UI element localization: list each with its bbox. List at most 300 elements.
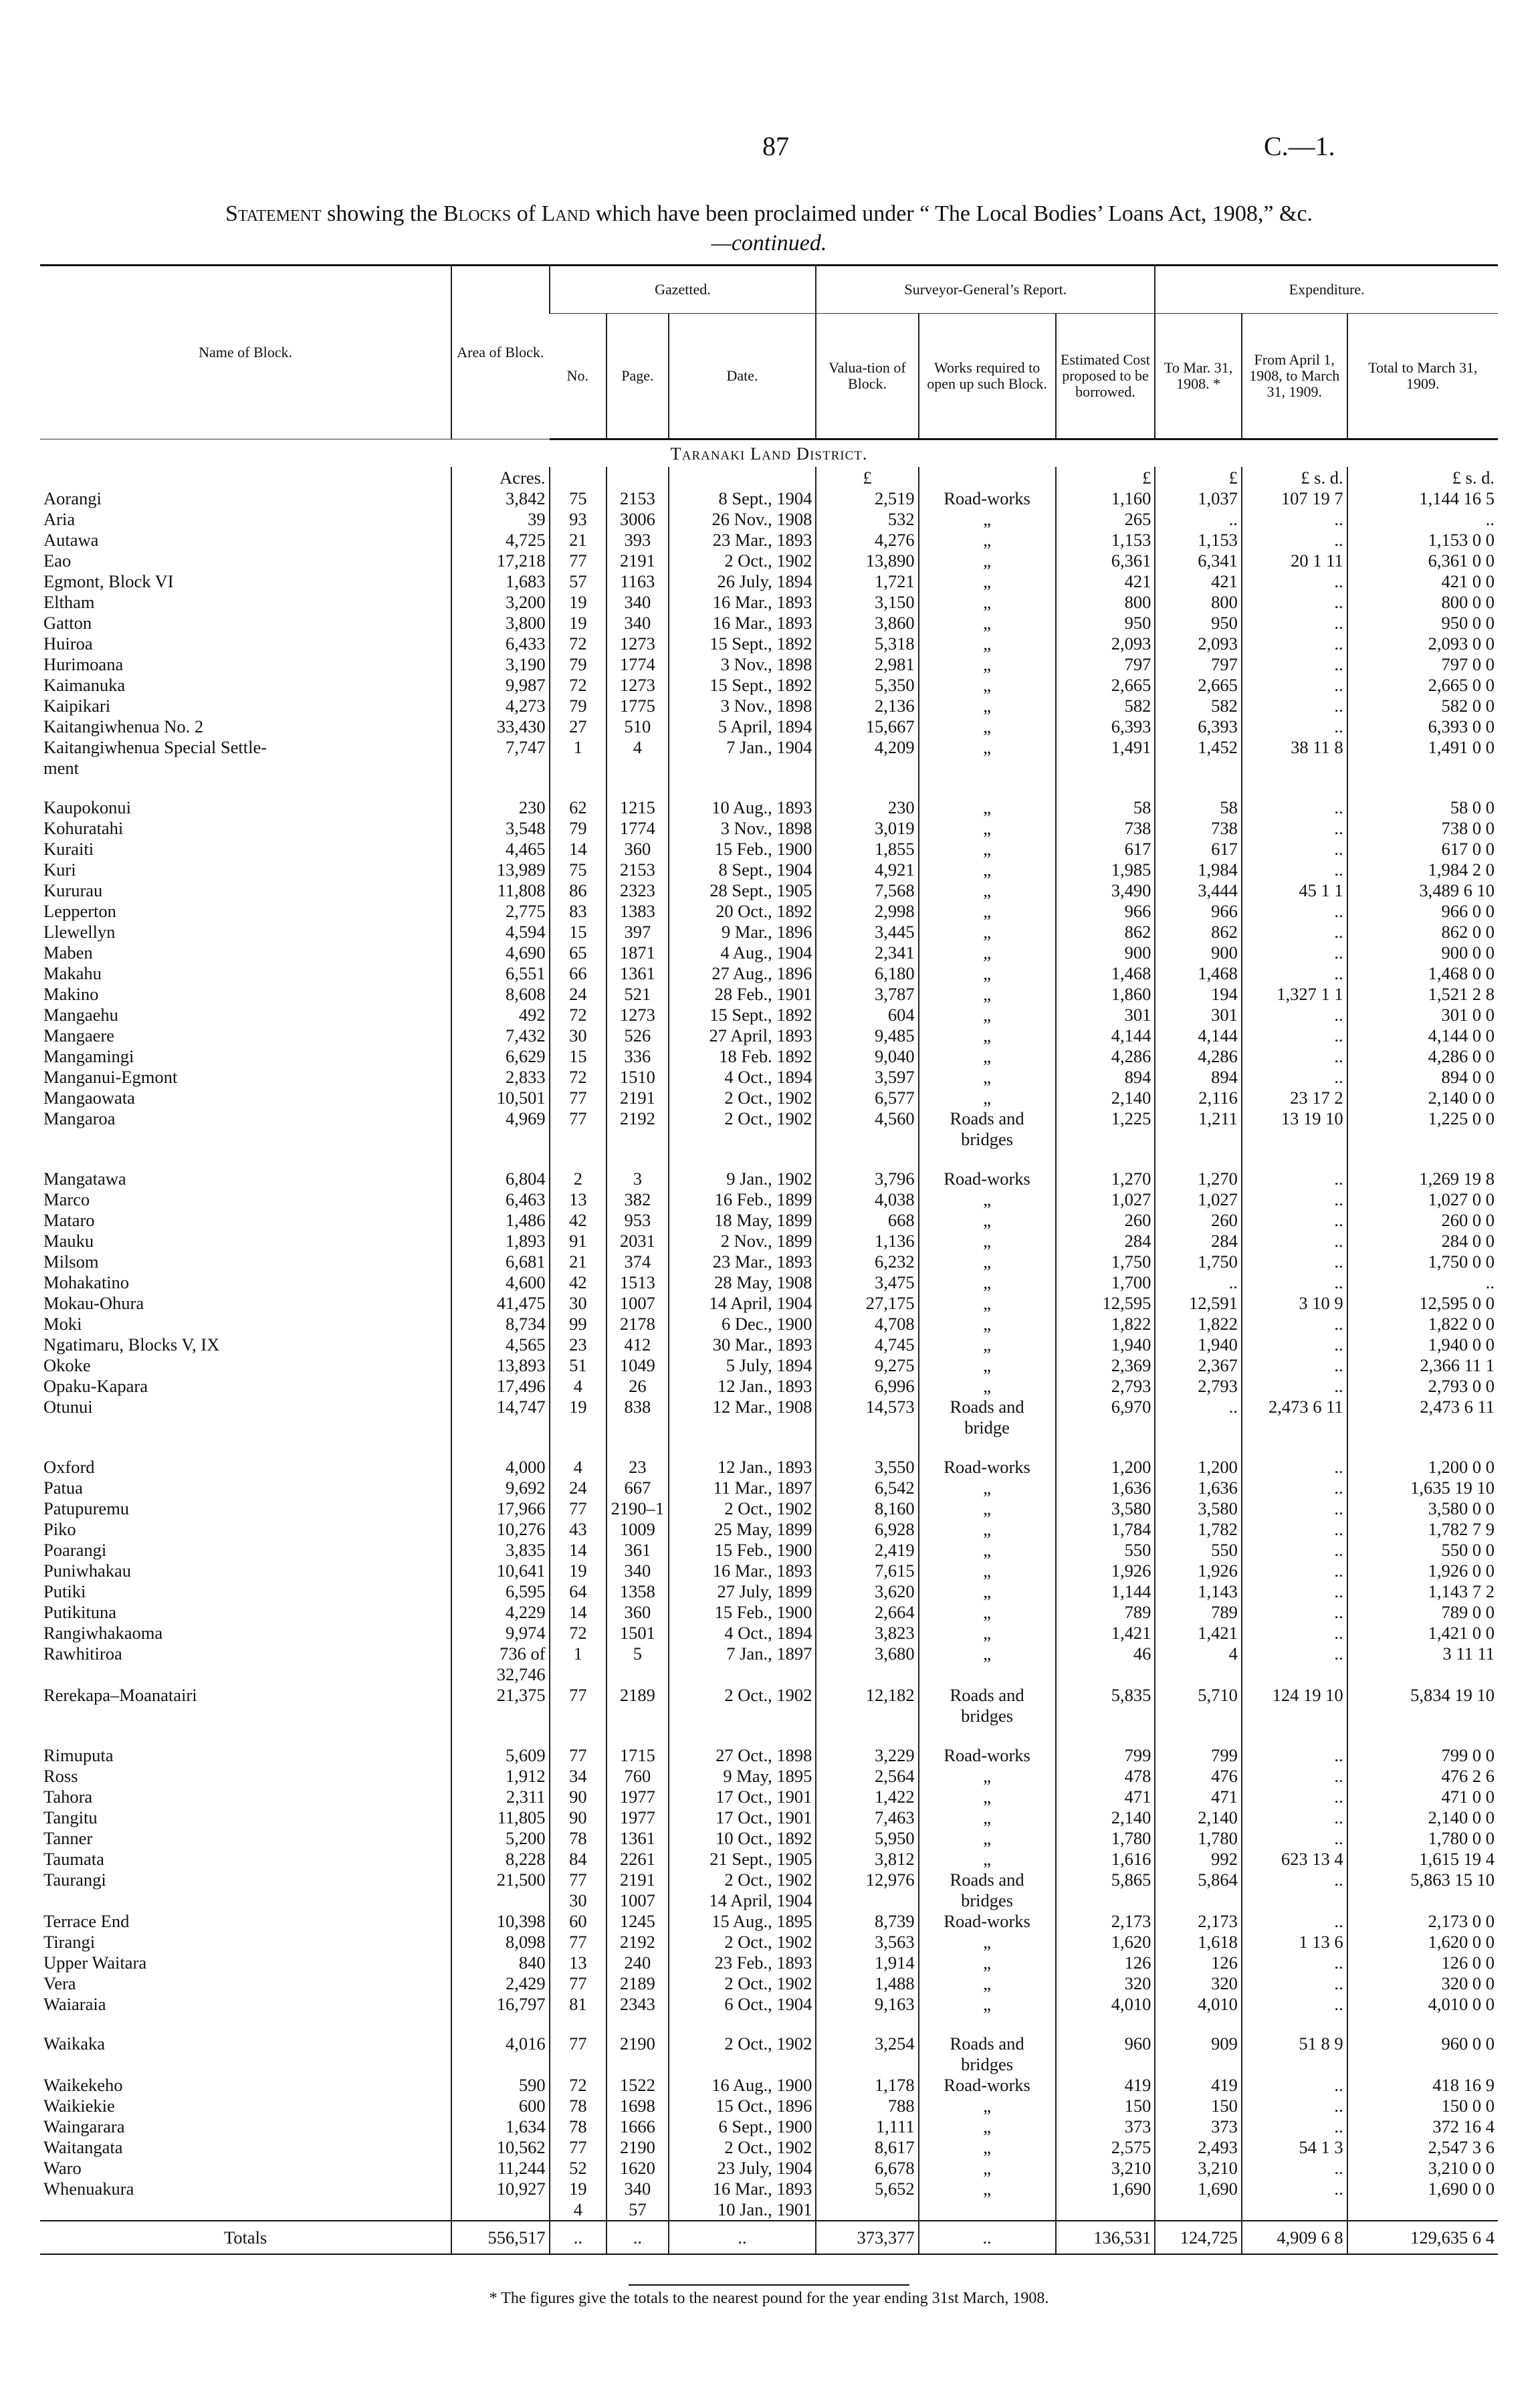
header-estimated: Estimated Cost proposed to be borrowed. bbox=[1056, 314, 1156, 439]
expenditure-to-mar: 582 bbox=[1155, 696, 1242, 716]
block-name: Waitangata bbox=[43, 2137, 123, 2157]
gazette-date: 8 Sept., 1904 bbox=[669, 488, 816, 509]
expenditure-from-apr: .. bbox=[1242, 1478, 1347, 1498]
valuation: 4,276 bbox=[816, 530, 918, 551]
block-name: Tangitu bbox=[43, 1807, 98, 1827]
table-row bbox=[40, 1540, 1498, 1561]
expenditure-from-apr: .. bbox=[1242, 1807, 1347, 1828]
table-row bbox=[40, 2158, 1498, 2179]
expenditure-from-apr: .. bbox=[1242, 1994, 1347, 2015]
works-required: „ bbox=[919, 1252, 1056, 1272]
expenditure-from-apr: .. bbox=[1242, 818, 1347, 839]
gazette-no: 19 bbox=[550, 592, 607, 613]
estimated-cost: 6,393 bbox=[1056, 716, 1156, 737]
works-required: Road-works bbox=[919, 1457, 1056, 1478]
block-area: 33,430 bbox=[451, 716, 549, 737]
valuation: 6,232 bbox=[816, 1252, 918, 1272]
block-name: Lepperton bbox=[43, 901, 116, 921]
block-name: Mangaroa bbox=[43, 1108, 116, 1128]
block-name: Mangatawa bbox=[43, 1169, 126, 1189]
expenditure-to-mar: 2,116 bbox=[1155, 1088, 1242, 1108]
estimated-cost: 1,784 bbox=[1056, 1519, 1156, 1540]
expenditure-from-apr: .. bbox=[1242, 1231, 1347, 1252]
gazette-page: 1358 bbox=[607, 1581, 668, 1602]
expenditure-to-mar: 58 bbox=[1155, 797, 1242, 818]
gazette-page: 2031 bbox=[607, 1231, 668, 1252]
expenditure-total: 1,153 0 0 bbox=[1347, 530, 1498, 551]
expenditure-total: 2,140 0 0 bbox=[1347, 1088, 1498, 1108]
valuation: 1,136 bbox=[816, 1231, 918, 1252]
gazette-no: 77 bbox=[550, 1498, 607, 1519]
valuation: 15,667 bbox=[816, 716, 918, 737]
gazette-page: 838 bbox=[607, 1397, 668, 1438]
works-required: Road-works bbox=[919, 1169, 1056, 1189]
gazette-page: 1009 bbox=[607, 1519, 668, 1540]
gazette-page: 1501 bbox=[607, 1623, 668, 1643]
table-row bbox=[40, 1189, 1498, 1210]
table-row bbox=[40, 2179, 1498, 2221]
row-spacer bbox=[40, 2015, 1498, 2033]
table-row bbox=[40, 1334, 1498, 1355]
block-area: 4,229 bbox=[451, 1602, 549, 1623]
gazette-page: 1620 bbox=[607, 2158, 668, 2179]
works-required: Road-works bbox=[919, 1745, 1056, 1766]
works-required: „ bbox=[919, 592, 1056, 613]
gazette-no: 99 bbox=[550, 1314, 607, 1334]
gazette-no: 42 bbox=[550, 1272, 607, 1293]
gazette-page: 2153 bbox=[607, 488, 668, 509]
expenditure-total: 797 0 0 bbox=[1347, 654, 1498, 675]
table-row bbox=[40, 1745, 1498, 1766]
expenditure-to-mar: 4,010 bbox=[1155, 1994, 1242, 2015]
expenditure-to-mar: 3,210 bbox=[1155, 2158, 1242, 2179]
expenditure-total: 476 2 6 bbox=[1347, 1766, 1498, 1787]
expenditure-to-mar: 789 bbox=[1155, 1602, 1242, 1623]
spacer-cell bbox=[40, 1438, 451, 1457]
expenditure-from-apr: .. bbox=[1242, 1169, 1347, 1189]
gazette-date: 9 May, 1895 bbox=[669, 1766, 816, 1787]
expenditure-total: 126 0 0 bbox=[1347, 1953, 1498, 1973]
valuation: 3,620 bbox=[816, 1581, 918, 1602]
block-area: 590 bbox=[451, 2075, 549, 2096]
spacer-cell bbox=[816, 1726, 918, 1745]
estimated-cost: 478 bbox=[1056, 1766, 1156, 1787]
block-name: Patua bbox=[43, 1478, 83, 1498]
gazette-page: 2323 bbox=[607, 880, 668, 901]
estimated-cost: 1,491 bbox=[1056, 737, 1156, 779]
block-name: Hurimoana bbox=[43, 654, 124, 674]
gazette-date: 6 Dec., 1900 bbox=[669, 1314, 816, 1334]
spacer-cell bbox=[40, 1726, 451, 1745]
block-area: 3,842 bbox=[451, 488, 549, 509]
gazette-page: 412 bbox=[607, 1334, 668, 1355]
block-name: Tirangi bbox=[43, 1932, 96, 1952]
block-name: Whenuakura bbox=[43, 2179, 134, 2199]
expenditure-total: 799 0 0 bbox=[1347, 1745, 1498, 1766]
gazette-no: 15 bbox=[550, 922, 607, 942]
block-area: 11,808 bbox=[451, 880, 549, 901]
gazette-no: 77 bbox=[550, 2137, 607, 2158]
estimated-cost: 582 bbox=[1056, 696, 1156, 716]
works-required: „ bbox=[919, 1623, 1056, 1643]
block-name: Eltham bbox=[43, 592, 95, 612]
works-required: Road-works bbox=[919, 488, 1056, 509]
spacer-cell bbox=[919, 1150, 1056, 1169]
block-area: 1,893 bbox=[451, 1231, 549, 1252]
valuation: 3,229 bbox=[816, 1745, 918, 1766]
estimated-cost: 6,970 bbox=[1056, 1397, 1156, 1438]
expenditure-total: 2,547 3 6 bbox=[1347, 2137, 1498, 2158]
gazette-no: 72 bbox=[550, 1623, 607, 1643]
expenditure-from-apr: .. bbox=[1242, 1252, 1347, 1272]
table-row bbox=[40, 1911, 1498, 1932]
table-row bbox=[40, 2033, 1498, 2075]
estimated-cost: 1,270 bbox=[1056, 1169, 1156, 1189]
works-required: „ bbox=[919, 1046, 1056, 1067]
valuation: 3,860 bbox=[816, 613, 918, 633]
works-required: „ bbox=[919, 696, 1056, 716]
unit-no bbox=[550, 467, 607, 488]
expenditure-to-mar: 3,444 bbox=[1155, 880, 1242, 901]
expenditure-to-mar: 1,750 bbox=[1155, 1252, 1242, 1272]
block-area: 600 bbox=[451, 2096, 549, 2116]
gazette-no: 62 bbox=[550, 797, 607, 818]
spacer-cell bbox=[669, 1150, 816, 1169]
expenditure-from-apr: .. bbox=[1242, 716, 1347, 737]
unit-date bbox=[669, 467, 816, 488]
valuation: 9,485 bbox=[816, 1025, 918, 1046]
works-required: „ bbox=[919, 551, 1056, 571]
gazette-no: 90 bbox=[550, 1787, 607, 1807]
table-body bbox=[40, 439, 1498, 2255]
page-number: 87 bbox=[762, 131, 789, 161]
expenditure-to-mar: 738 bbox=[1155, 818, 1242, 839]
gazette-no: 72 bbox=[550, 675, 607, 696]
block-area: 1,683 bbox=[451, 571, 549, 592]
estimated-cost: 260 bbox=[1056, 1210, 1156, 1231]
valuation: 2,564 bbox=[816, 1766, 918, 1787]
estimated-cost: 1,822 bbox=[1056, 1314, 1156, 1334]
spacer-cell bbox=[816, 2015, 918, 2033]
expenditure-total: 150 0 0 bbox=[1347, 2096, 1498, 2116]
gazette-page: 2178 bbox=[607, 1314, 668, 1334]
spacer-cell bbox=[669, 1438, 816, 1457]
gazette-date: 7 Jan., 1904 bbox=[669, 737, 816, 779]
totals-estimated-cost: 136,531 bbox=[1056, 2221, 1156, 2254]
gazette-date: 2 Oct., 1902 bbox=[669, 2033, 816, 2075]
works-required: „ bbox=[919, 1231, 1056, 1252]
expenditure-total: 421 0 0 bbox=[1347, 571, 1498, 592]
expenditure-from-apr: 45 1 1 bbox=[1242, 880, 1347, 901]
block-name: Kaitangiwhenua Special Settle- ment bbox=[43, 737, 267, 778]
works-required: „ bbox=[919, 571, 1056, 592]
gazette-no: 84 bbox=[550, 1849, 607, 1870]
works-required: Road-works bbox=[919, 1911, 1056, 1932]
table-row bbox=[40, 1766, 1498, 1787]
expenditure-from-apr: .. bbox=[1242, 942, 1347, 963]
block-name: Llewellyn bbox=[43, 922, 116, 942]
expenditure-from-apr: .. bbox=[1242, 1376, 1347, 1397]
gazette-date: 11 Mar., 1897 bbox=[669, 1478, 816, 1498]
expenditure-to-mar: 5,710 bbox=[1155, 1685, 1242, 1726]
gazette-no: 4 bbox=[550, 1376, 607, 1397]
header-expenditure: Expenditure. bbox=[1155, 266, 1498, 314]
block-name: Putiki bbox=[43, 1581, 86, 1601]
works-required: „ bbox=[919, 1334, 1056, 1355]
valuation: 4,745 bbox=[816, 1334, 918, 1355]
estimated-cost: 617 bbox=[1056, 839, 1156, 860]
table-row bbox=[40, 1932, 1498, 1953]
gazette-no: 65 bbox=[550, 942, 607, 963]
gazette-page: 1007 bbox=[607, 1293, 668, 1314]
block-area: 7,432 bbox=[451, 1025, 549, 1046]
gazette-no: 78 bbox=[550, 2096, 607, 2116]
works-required: „ bbox=[919, 1272, 1056, 1293]
table-row bbox=[40, 963, 1498, 984]
expenditure-from-apr: .. bbox=[1242, 1787, 1347, 1807]
expenditure-to-mar: 320 bbox=[1155, 1973, 1242, 1994]
table-row bbox=[40, 1210, 1498, 1231]
works-required: „ bbox=[919, 1973, 1056, 1994]
gazette-date: 2 Oct., 1902 bbox=[669, 1498, 816, 1519]
gazette-page: 1163 bbox=[607, 571, 668, 592]
unit-area: Acres. bbox=[451, 467, 549, 488]
expenditure-from-apr: .. bbox=[1242, 1005, 1347, 1025]
valuation: 6,180 bbox=[816, 963, 918, 984]
valuation: 12,976 bbox=[816, 1870, 918, 1911]
works-required: „ bbox=[919, 675, 1056, 696]
works-required: „ bbox=[919, 942, 1056, 963]
works-required: „ bbox=[919, 1994, 1056, 2015]
gazette-no: 77 bbox=[550, 2033, 607, 2075]
estimated-cost: 265 bbox=[1056, 509, 1156, 530]
block-name: Mohakatino bbox=[43, 1272, 130, 1292]
block-area: 41,475 bbox=[451, 1293, 549, 1314]
spacer-cell bbox=[1056, 1438, 1156, 1457]
totals-works-required: .. bbox=[919, 2221, 1056, 2254]
block-name: Mataro bbox=[43, 1210, 95, 1230]
expenditure-total: 1,984 2 0 bbox=[1347, 860, 1498, 880]
block-area: 16,797 bbox=[451, 1994, 549, 2015]
gazette-no: 72 bbox=[550, 1005, 607, 1025]
gazette-page: 23 bbox=[607, 1457, 668, 1478]
block-area: 9,974 bbox=[451, 1623, 549, 1643]
gazette-page: 2153 bbox=[607, 860, 668, 880]
block-name: Mauku bbox=[43, 1231, 94, 1251]
expenditure-to-mar: 900 bbox=[1155, 942, 1242, 963]
gazette-page: 1273 bbox=[607, 675, 668, 696]
valuation: 3,787 bbox=[816, 984, 918, 1005]
spacer-cell bbox=[40, 779, 451, 797]
gazette-date: 23 Mar., 1893 bbox=[669, 1252, 816, 1272]
block-name: Mangaere bbox=[43, 1025, 114, 1045]
gazette-page: 1522 bbox=[607, 2075, 668, 2096]
gazette-no: 30 bbox=[550, 1025, 607, 1046]
expenditure-total: 1,780 0 0 bbox=[1347, 1828, 1498, 1849]
valuation: 3,823 bbox=[816, 1623, 918, 1643]
table-row bbox=[40, 509, 1498, 530]
valuation: 27,175 bbox=[816, 1293, 918, 1314]
expenditure-to-mar: 3,580 bbox=[1155, 1498, 1242, 1519]
table-row bbox=[40, 1561, 1498, 1581]
gazette-no: 79 bbox=[550, 696, 607, 716]
expenditure-to-mar: 4,286 bbox=[1155, 1046, 1242, 1067]
title-text-2: of bbox=[511, 201, 542, 226]
table-row bbox=[40, 1581, 1498, 1602]
gazette-date: 14 April, 1904 bbox=[669, 1293, 816, 1314]
table-row bbox=[40, 592, 1498, 613]
spacer-cell bbox=[1347, 2015, 1498, 2033]
gazette-page: 953 bbox=[607, 1210, 668, 1231]
gazette-page: 1774 bbox=[607, 654, 668, 675]
spacer-cell bbox=[451, 2015, 549, 2033]
gazette-date: 27 Aug., 1896 bbox=[669, 963, 816, 984]
estimated-cost: 1,940 bbox=[1056, 1334, 1156, 1355]
units-row bbox=[40, 467, 1498, 488]
table-row bbox=[40, 1973, 1498, 1994]
expenditure-to-mar: 950 bbox=[1155, 613, 1242, 633]
works-required: „ bbox=[919, 1540, 1056, 1561]
expenditure-from-apr: .. bbox=[1242, 1519, 1347, 1540]
estimated-cost: 2,575 bbox=[1056, 2137, 1156, 2158]
spacer-cell bbox=[816, 1438, 918, 1457]
expenditure-to-mar: 1,780 bbox=[1155, 1828, 1242, 1849]
gazette-no: 72 bbox=[550, 2075, 607, 2096]
works-required: „ bbox=[919, 1766, 1056, 1787]
estimated-cost: 2,140 bbox=[1056, 1088, 1156, 1108]
expenditure-to-mar: .. bbox=[1155, 509, 1242, 530]
estimated-cost: 862 bbox=[1056, 922, 1156, 942]
gazette-page: 1215 bbox=[607, 797, 668, 818]
estimated-cost: 800 bbox=[1056, 592, 1156, 613]
expenditure-total: 1,225 0 0 bbox=[1347, 1108, 1498, 1150]
expenditure-from-apr: .. bbox=[1242, 2179, 1347, 2221]
expenditure-total: 2,366 11 1 bbox=[1347, 1355, 1498, 1376]
gazette-date: 4 Oct., 1894 bbox=[669, 1067, 816, 1088]
estimated-cost: 12,595 bbox=[1056, 1293, 1156, 1314]
gazette-date: 9 Mar., 1896 bbox=[669, 922, 816, 942]
expenditure-to-mar: 550 bbox=[1155, 1540, 1242, 1561]
estimated-cost: 2,093 bbox=[1056, 633, 1156, 654]
gazette-page: 1361 bbox=[607, 963, 668, 984]
works-required: „ bbox=[919, 530, 1056, 551]
gazette-page: 2190–1 bbox=[607, 1498, 668, 1519]
totals-row bbox=[40, 2221, 1498, 2254]
table-row bbox=[40, 1025, 1498, 1046]
table-row bbox=[40, 797, 1498, 818]
gazette-no: 60 bbox=[550, 1911, 607, 1932]
block-name: Patupuremu bbox=[43, 1498, 130, 1518]
block-name: Kaipikari bbox=[43, 696, 111, 716]
block-area: 2,311 bbox=[451, 1787, 549, 1807]
gazette-page: 510 bbox=[607, 716, 668, 737]
block-name: Kaupokonui bbox=[43, 797, 132, 817]
expenditure-to-mar: 1,984 bbox=[1155, 860, 1242, 880]
estimated-cost: 799 bbox=[1056, 1745, 1156, 1766]
gazette-page: 336 bbox=[607, 1046, 668, 1067]
works-required: „ bbox=[919, 633, 1056, 654]
estimated-cost: 5,865 bbox=[1056, 1870, 1156, 1911]
gazette-date: 16 Mar., 1893 bbox=[669, 1561, 816, 1581]
expenditure-from-apr: .. bbox=[1242, 1643, 1347, 1685]
gazette-no: 79 bbox=[550, 818, 607, 839]
gazette-page: 2191 bbox=[607, 1088, 668, 1108]
gazette-page: 1383 bbox=[607, 901, 668, 922]
block-name: Waikiekie bbox=[43, 2096, 115, 2116]
works-required: „ bbox=[919, 880, 1056, 901]
gazette-page: 1510 bbox=[607, 1067, 668, 1088]
expenditure-total: 862 0 0 bbox=[1347, 922, 1498, 942]
table-row bbox=[40, 1108, 1498, 1150]
expenditure-total: 960 0 0 bbox=[1347, 2033, 1498, 2075]
block-name: Waikekeho bbox=[43, 2075, 123, 2095]
table-row bbox=[40, 818, 1498, 839]
spacer-cell bbox=[550, 1438, 607, 1457]
block-name: Otunui bbox=[43, 1397, 93, 1417]
works-required: „ bbox=[919, 839, 1056, 860]
gazette-no: 77 bbox=[550, 1685, 607, 1726]
expenditure-from-apr: .. bbox=[1242, 1540, 1347, 1561]
expenditure-to-mar: 2,093 bbox=[1155, 633, 1242, 654]
expenditure-to-mar: 373 bbox=[1155, 2116, 1242, 2137]
block-area: 8,734 bbox=[451, 1314, 549, 1334]
expenditure-total: 900 0 0 bbox=[1347, 942, 1498, 963]
expenditure-to-mar: 1,143 bbox=[1155, 1581, 1242, 1602]
estimated-cost: 1,421 bbox=[1056, 1623, 1156, 1643]
block-area: 10,927 bbox=[451, 2179, 549, 2221]
block-name: Gatton bbox=[43, 613, 92, 633]
expenditure-from-apr: .. bbox=[1242, 1911, 1347, 1932]
expenditure-from-apr: .. bbox=[1242, 797, 1347, 818]
spacer-cell bbox=[451, 1726, 549, 1745]
works-required: Roads and bridges bbox=[919, 1108, 1056, 1150]
works-required: „ bbox=[919, 1189, 1056, 1210]
estimated-cost: 1,620 bbox=[1056, 1932, 1156, 1953]
row-spacer bbox=[40, 779, 1498, 797]
valuation: 3,812 bbox=[816, 1849, 918, 1870]
expenditure-to-mar: 2,367 bbox=[1155, 1355, 1242, 1376]
estimated-cost: 1,700 bbox=[1056, 1272, 1156, 1293]
block-name: Vera bbox=[43, 1973, 76, 1993]
table-row bbox=[40, 1397, 1498, 1438]
expenditure-to-mar: 284 bbox=[1155, 1231, 1242, 1252]
block-area: 14,747 bbox=[451, 1397, 549, 1438]
gazette-no: 42 bbox=[550, 1210, 607, 1231]
expenditure-to-mar: 126 bbox=[1155, 1953, 1242, 1973]
gazette-page: 2189 bbox=[607, 1685, 668, 1726]
block-name: Mokau-Ohura bbox=[43, 1293, 144, 1313]
block-area: 13,893 bbox=[451, 1355, 549, 1376]
expenditure-to-mar: 617 bbox=[1155, 839, 1242, 860]
gazette-date: 2 Oct., 1902 bbox=[669, 1088, 816, 1108]
gazette-no: 19 bbox=[550, 613, 607, 633]
block-name: Opaku-Kapara bbox=[43, 1376, 148, 1396]
block-name: Mangaowata bbox=[43, 1088, 135, 1108]
totals-expenditure-total: 129,635 6 4 bbox=[1347, 2221, 1498, 2254]
spacer-cell bbox=[607, 1150, 668, 1169]
expenditure-from-apr: .. bbox=[1242, 696, 1347, 716]
expenditure-total: 4,010 0 0 bbox=[1347, 1994, 1498, 2015]
block-area: 4,690 bbox=[451, 942, 549, 963]
gazette-date: 2 Oct., 1902 bbox=[669, 551, 816, 571]
gazette-date: 23 July, 1904 bbox=[669, 2158, 816, 2179]
spacer-cell bbox=[1242, 1150, 1347, 1169]
gazette-date: 6 Sept., 1900 bbox=[669, 2116, 816, 2137]
expenditure-total: 3,210 0 0 bbox=[1347, 2158, 1498, 2179]
block-area: 3,200 bbox=[451, 592, 549, 613]
block-name: Eao bbox=[43, 551, 72, 571]
valuation: 230 bbox=[816, 797, 918, 818]
